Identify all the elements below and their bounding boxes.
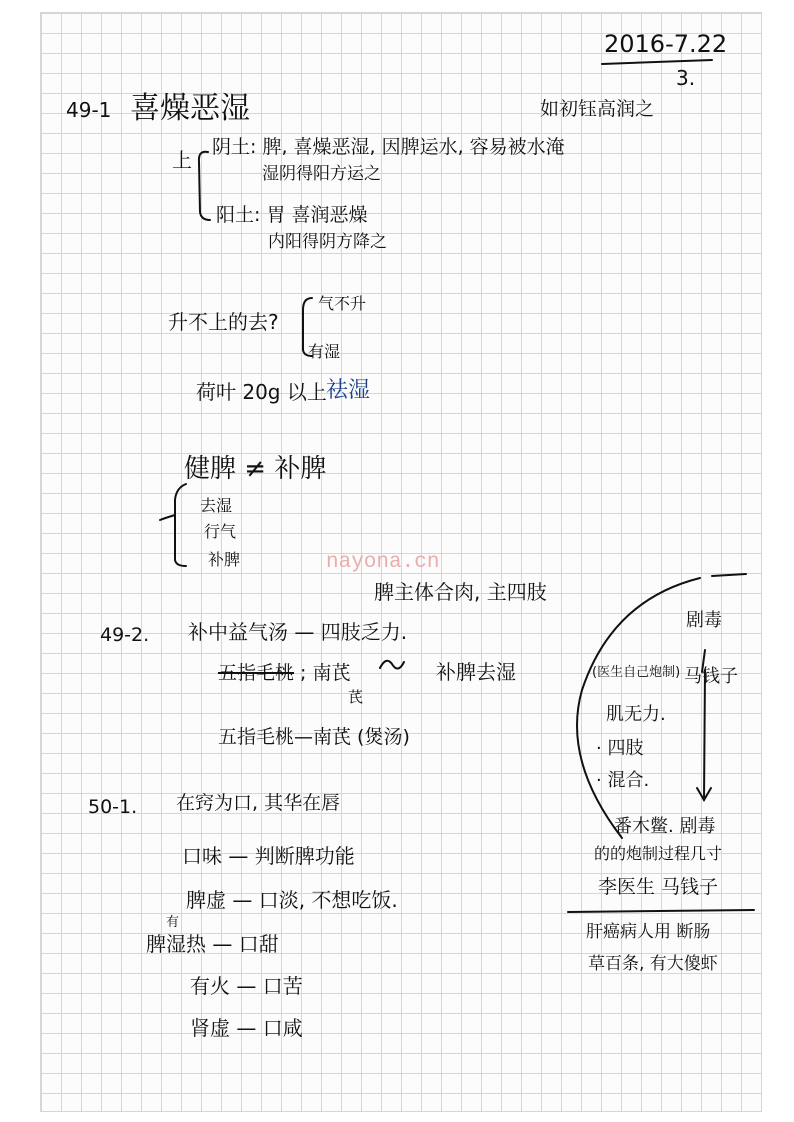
date: 2016-7.22 — [604, 30, 728, 58]
mouth-line-2: 脾虚 — 口淡, 不想吃饭. — [186, 888, 398, 912]
nanqi: ; 南芪 — [300, 662, 351, 684]
jianpi-item-2: 行气 — [204, 522, 237, 541]
right-item-1: 马钱子 — [684, 666, 738, 687]
section-id-50-1: 50-1. — [88, 796, 138, 818]
jianpi-item-3: 补脾 — [208, 550, 241, 569]
question: 升不上的去? — [168, 310, 279, 334]
heye-blue-note: 祛湿 — [326, 378, 371, 403]
mouth-line-5: 肾虚 — 口咸 — [190, 1016, 303, 1040]
jianpi-title: 健脾 ≠ 补脾 — [184, 454, 327, 484]
struck-note: 芪 — [348, 688, 364, 706]
yin-tu-line-2: 湿阴得阳方运之 — [262, 164, 381, 184]
right-line-a: 番木鳖. 剧毒 — [614, 816, 716, 837]
recipe-line: 五指毛桃—南芪 (煲汤) — [218, 726, 410, 748]
piju-line: 脾主体合肉, 主四肢 — [374, 580, 547, 604]
label-shang: 上 — [172, 148, 192, 172]
right-bracket-note: (医生自己炮制) — [592, 665, 681, 680]
section-title-50-1: 在窍为口, 其华在唇 — [176, 792, 341, 814]
side-note: 如初钰高润之 — [540, 98, 655, 120]
yin-tu-line: 阴土: 脾, 喜燥恶湿, 因脾运水, 容易被水淹 — [212, 136, 565, 158]
right-item-2: 肌无力. — [606, 704, 666, 725]
right-line-c: 李医生 马钱子 — [598, 876, 719, 898]
right-bottom-a: 肝癌病人用 断肠 — [586, 922, 711, 942]
right-top-label: 剧毒 — [686, 610, 722, 631]
sup-you: 有 — [166, 915, 180, 930]
mouth-line-4: 有火 — 口苦 — [190, 974, 303, 998]
right-line-b: 的的炮制过程几寸 — [594, 844, 723, 863]
heye-line: 荷叶 20g 以上 — [196, 380, 327, 404]
jianpi-item-1: 去湿 — [200, 496, 233, 515]
mouth-line-1: 口味 — 判断脾功能 — [182, 844, 355, 868]
question-option-2: 有湿 — [308, 342, 341, 361]
section-id-49-2: 49-2. — [100, 624, 150, 646]
question-option-1: 气不升 — [318, 294, 367, 313]
yang-tu-line-2: 内阳得阴方降之 — [268, 232, 387, 252]
mouth-line-3: 脾湿热 — 口甜 — [146, 932, 279, 956]
right-bottom-b: 草百条, 有大傻虾 — [588, 954, 718, 974]
page-number: 3. — [676, 66, 696, 90]
watermark: nayona.cn — [326, 551, 440, 574]
yang-tu-line: 阳土: 胃 喜润恶燥 — [216, 204, 368, 226]
section-id-49-1: 49-1 — [66, 98, 112, 122]
right-item-3: · 四肢 — [596, 738, 644, 759]
section-title-49-2: 补中益气汤 — 四肢乏力. — [188, 620, 408, 644]
right-item-4: · 混合. — [596, 770, 650, 791]
pun-line: 补脾去湿 — [436, 660, 516, 684]
section-title-49-1: 喜燥恶湿 — [130, 91, 250, 126]
struck-herb: 五指毛桃 — [218, 662, 295, 684]
